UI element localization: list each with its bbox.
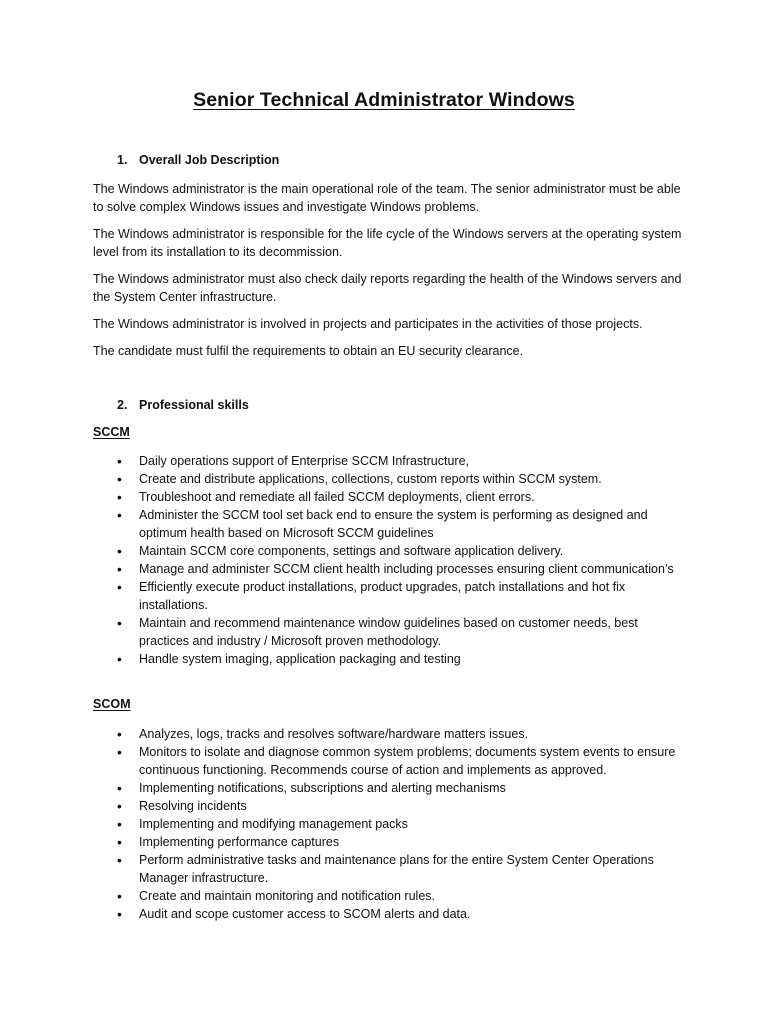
list-item: • Monitors to isolate and diagnose common system problems; documents system events to ensure continuous functioning. Recommends course of action and implements as approved. [115, 743, 690, 779]
sccm-subheading: SCCM [93, 425, 130, 439]
list-item: • Audit and scope customer access to SCOM alerts and data. [115, 905, 690, 923]
list-item: • Maintain SCCM core components, settings and software application delivery. [115, 542, 690, 560]
section-1-number: 1. [117, 153, 128, 167]
section-1-title: Overall Job Description [139, 153, 280, 167]
list-item: • Daily operations support of Enterprise SCCM Infrastructure, [115, 452, 690, 470]
list-item: • Troubleshoot and remediate all failed SCCM deployments, client errors. [115, 488, 690, 506]
list-item: • Implementing performance captures [115, 833, 690, 851]
list-item: • Handle system imaging, application packaging and testing [115, 650, 690, 668]
list-item: • Efficiently execute product installations, product upgrades, patch installations and hot fix installations. [115, 578, 690, 614]
paragraph: The Windows administrator must also check daily reports regarding the health of the Windows servers and the System Center infrastructure. [93, 272, 682, 304]
document-title: Senior Technical Administrator Windows [193, 89, 575, 111]
section-1-heading [117, 153, 279, 167]
list-item: • Create and distribute applications, collections, custom reports within SCCM system. [115, 470, 690, 488]
list-item: • Implementing and modifying management packs [115, 815, 690, 833]
paragraph: The candidate must fulfil the requirements to obtain an EU security clearance. [93, 344, 524, 358]
list-item: • Resolving incidents [115, 797, 690, 815]
section-2-title: Professional skills [139, 398, 249, 412]
list-item: • Analyzes, logs, tracks and resolves software/hardware matters issues. [115, 725, 690, 743]
scom-subheading: SCOM [93, 697, 131, 711]
section-2-number: 2. [117, 398, 128, 412]
list-item: • Implementing notifications, subscriptions and alerting mechanisms [115, 779, 690, 797]
list-item: • Perform administrative tasks and maintenance plans for the entire System Center Operations Manager infrastructure. [115, 851, 690, 887]
paragraph: The Windows administrator is the main operational role of the team. The senior administrator must be able to solve complex Windows issues and investigate Windows problems. [93, 182, 681, 214]
section-2-heading [117, 398, 249, 412]
list-item: • Administer the SCCM tool set back end to ensure the system is performing as designed and optimum health based on Microsoft SCCM guidelines [115, 506, 690, 542]
list-item: • Create and maintain monitoring and notification rules. [115, 887, 690, 905]
list-item: • Manage and administer SCCM client health including processes ensuring client communication’s [115, 560, 690, 578]
paragraph: The Windows administrator is responsible for the life cycle of the Windows servers at the operating system level from its installation to its decommission. [93, 227, 682, 259]
sccm-list [115, 452, 690, 668]
paragraph: The Windows administrator is involved in projects and participates in the activities of those projects. [93, 317, 643, 331]
list-item: • Maintain and recommend maintenance window guidelines based on customer needs, best practices and industry / Microsoft proven methodology. [115, 614, 690, 650]
scom-list [115, 725, 690, 923]
